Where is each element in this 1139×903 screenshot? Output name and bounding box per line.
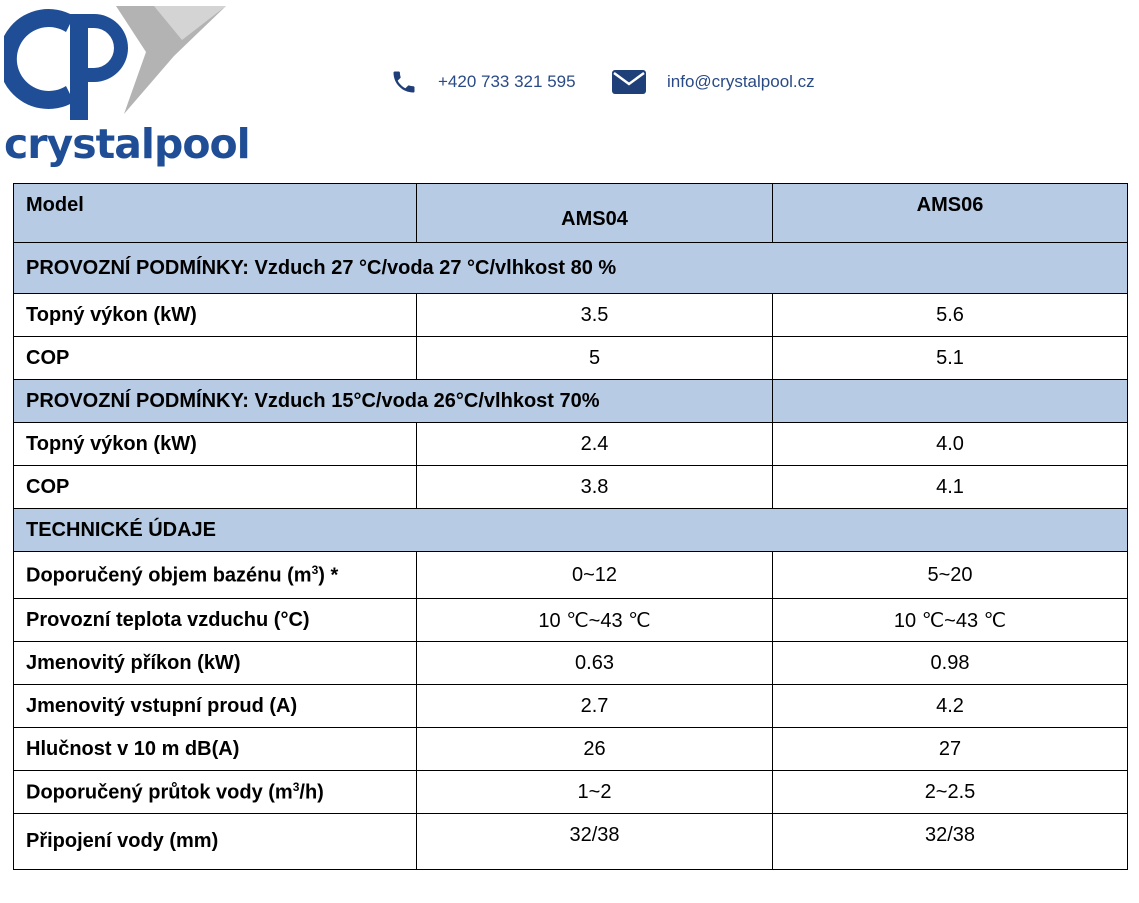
cell-ams06: 5.1 (773, 337, 1128, 380)
crystalpool-logo (4, 2, 250, 168)
contact-phone[interactable] (390, 66, 576, 98)
cell-ams06: 32/38 (773, 814, 1128, 870)
row-label: Topný výkon (kW) (14, 294, 417, 337)
cell-ams04: 1~2 (417, 771, 773, 814)
phone-number[interactable]: +420 733 321 595 (438, 72, 576, 91)
cell-ams06: 4.0 (773, 423, 1128, 466)
cell-ams04: 0.63 (417, 642, 773, 685)
cell-ams04: 2.4 (417, 423, 773, 466)
table-row (14, 294, 1128, 337)
row-label: Provozní teplota vzduchu (°C) (14, 599, 417, 642)
row-label (14, 552, 417, 599)
cell-ams04: 3.5 (417, 294, 773, 337)
section-title: PROVOZNÍ PODMÍNKY: Vzduch 27 °C/voda 27 °C/vlhkost 80 % (14, 243, 1128, 294)
header-ams04: AMS04 (417, 184, 773, 243)
cell-ams04: 32/38 (417, 814, 773, 870)
cell-ams06: 4.1 (773, 466, 1128, 509)
table-header-row (14, 184, 1128, 243)
table-row (14, 337, 1128, 380)
section-row (14, 380, 1128, 423)
cell-ams04: 2.7 (417, 685, 773, 728)
row-label-suffix: /h) (299, 781, 324, 804)
row-label: Topný výkon (kW) (14, 423, 417, 466)
row-label: Jmenovitý příkon (kW) (14, 642, 417, 685)
row-label-text: Doporučený průtok vody (m (26, 781, 293, 804)
table-row (14, 728, 1128, 771)
row-label: Jmenovitý vstupní proud (A) (14, 685, 417, 728)
cell-ams04: 0~12 (417, 552, 773, 599)
cell-ams06: 2~2.5 (773, 771, 1128, 814)
logo-mark (4, 2, 230, 122)
row-label: Hlučnost v 10 m dB(A) (14, 728, 417, 771)
table-row (14, 771, 1128, 814)
row-label: COP (14, 337, 417, 380)
row-label (14, 771, 417, 814)
cell-ams06: 10 ℃~43 ℃ (773, 599, 1128, 642)
logo-wordmark: crystalpool (4, 120, 250, 168)
table-row (14, 814, 1128, 870)
table-row (14, 552, 1128, 599)
cell-ams04: 26 (417, 728, 773, 771)
envelope-icon (611, 68, 647, 96)
table-row (14, 423, 1128, 466)
row-label: COP (14, 466, 417, 509)
cell-ams04: 10 ℃~43 ℃ (417, 599, 773, 642)
row-label-suffix: ) * (318, 564, 339, 587)
header-ams06: AMS06 (773, 184, 1128, 243)
table-row (14, 685, 1128, 728)
contact-email[interactable] (611, 66, 815, 98)
table-row (14, 599, 1128, 642)
table-row (14, 642, 1128, 685)
row-label-text: Doporučený objem bazénu (m (26, 564, 312, 587)
section-row (14, 243, 1128, 294)
table-row (14, 466, 1128, 509)
cell-ams06: 5~20 (773, 552, 1128, 599)
header-model: Model (14, 184, 417, 243)
phone-icon (390, 68, 418, 96)
section-row (14, 509, 1128, 552)
spec-table (13, 183, 1128, 870)
superscript: 3 (311, 562, 319, 577)
cell-ams04: 5 (417, 337, 773, 380)
cell-ams06: 27 (773, 728, 1128, 771)
email-address[interactable]: info@crystalpool.cz (667, 72, 815, 91)
section-title: PROVOZNÍ PODMÍNKY: Vzduch 15°C/voda 26°C/vlhkost 70% (14, 380, 773, 423)
cell-ams06: 0.98 (773, 642, 1128, 685)
section-empty-cell (773, 380, 1128, 423)
cell-ams06: 4.2 (773, 685, 1128, 728)
superscript: 3 (292, 779, 300, 794)
cell-ams04: 3.8 (417, 466, 773, 509)
row-label: Připojení vody (mm) (14, 814, 417, 870)
cell-ams06: 5.6 (773, 294, 1128, 337)
section-title: TECHNICKÉ ÚDAJE (14, 509, 1128, 552)
